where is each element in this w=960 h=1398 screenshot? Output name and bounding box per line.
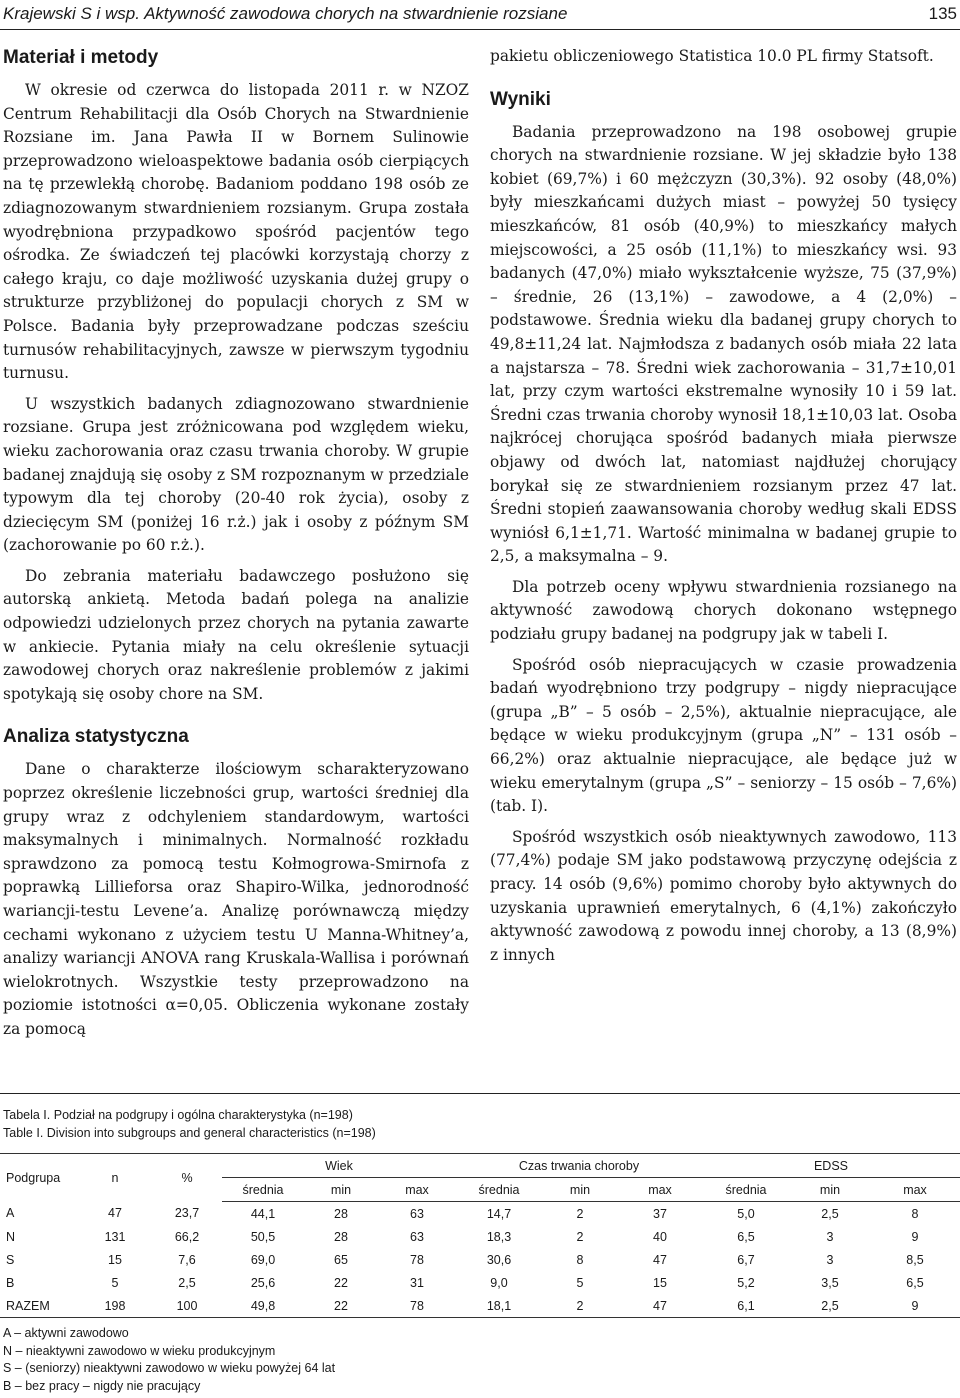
table-cell: 18,3 bbox=[486, 1229, 512, 1244]
table-rule bbox=[0, 1093, 960, 1094]
paragraph: U wszystkich badanych zdiagnozowano stwardnienie rozsiane. Grupa jest zróżnicowana pod względem wieku, wieku zachorowania oraz czasu trwania choroby. W grupie badanej znajdują się osoby z SM rozpoznanym w przedziale typowym dla tej choroby (20-40 rok życia), osoby z dziecięcym SM (poniżej 16 r.ż.) jak i osoby z późnym SM (zachorowanie po 60 r.ż.). bbox=[3, 394, 469, 555]
table-row bbox=[0, 1248, 960, 1271]
table-cell: 7,6 bbox=[178, 1252, 196, 1267]
table-cell: 3 bbox=[826, 1252, 834, 1267]
table-cell: 22 bbox=[334, 1275, 348, 1290]
table-cell: 78 bbox=[378, 1294, 456, 1318]
paragraph: pakietu obliczeniowego Statistica 10.0 PL firmy Statsoft. bbox=[490, 47, 934, 65]
table-cell: 2 bbox=[576, 1206, 584, 1221]
table-cell: 15 bbox=[653, 1275, 667, 1290]
table-cell: 6,7 bbox=[737, 1252, 755, 1267]
table-cell: N bbox=[6, 1229, 16, 1244]
table-row bbox=[0, 1294, 960, 1318]
subgroup-table bbox=[0, 1153, 960, 1318]
table-cell: 37 bbox=[653, 1206, 667, 1221]
table-cell: 9 bbox=[911, 1229, 919, 1244]
paragraph: Do zebrania materiału badawczego posłużono się autorską ankietą. Metoda badań polega na analizie odpowiedzi udzielonych przez chorych na pytania zawarte w ankiecie. Pytania miały na celu określenie sytuacji zawodowej chorych oraz nakreślenie problemów z jakimi spotykają się osoby chore na SM. bbox=[3, 566, 469, 703]
paragraph: W okresie od czerwca do listopada 2011 r. w NZOZ Centrum Rehabilitacji dla Osób Chorych na Stwardnienie Rozsiane im. Jana Pawła II w Bornem Sulinowie przeprowadzono wieloaspektowe badania osób cierpiących na tę przewlekłą chorobę. Badaniom poddano 198 osób ze zdiagnozowanym stwardnieniem rozsianym. Grupa została wyodrębniona przypadkowo spośród pacjentów tego ośrodka. Ze świadczeń tej placówki korzystają chorzy z całego kraju, co daje możliwość uzyskania dużej grupy o strukturze przybliżonej do populacji chorych z SM w Polsce. Badania były przeprowadzane podczas sześciu turnusów rehabilitacyjnych, zawsze w pierwszym tygodniu turnusu. bbox=[3, 81, 469, 383]
table-cell: 2,5 bbox=[790, 1294, 870, 1318]
table-header-row bbox=[0, 1154, 960, 1178]
table-cell: 3,5 bbox=[821, 1275, 839, 1290]
table-cell: 66,2 bbox=[174, 1229, 200, 1244]
table-cell: 40 bbox=[653, 1229, 667, 1244]
table-cell: 28 bbox=[334, 1206, 348, 1221]
col-header-n: n bbox=[78, 1154, 152, 1202]
table-cell: S bbox=[6, 1252, 15, 1267]
subheader-cell: średnia bbox=[456, 1178, 542, 1202]
table-cell: 14,7 bbox=[486, 1206, 512, 1221]
table-cell: 198 bbox=[78, 1294, 152, 1318]
table-cell: 22 bbox=[304, 1294, 378, 1318]
table-cell: 78 bbox=[410, 1252, 424, 1267]
section-heading-methods: Materiał i metody bbox=[3, 47, 159, 68]
table-cell: 28 bbox=[334, 1229, 348, 1244]
paragraph: Spośród wszystkich osób nieaktywnych zawodowo, 113 (77,4%) podaje SM jako podstawową przyczynę odejścia z pracy. 14 osób (9,6%) pomimo choroby było aktywnych do uzyskania uprawnień emerytalnych, 6 (4,1%) zakończyło aktywność zawodową z powodu innej choroby, a 13 (8,9%) z innych bbox=[490, 827, 957, 964]
table-cell: 69,0 bbox=[250, 1252, 276, 1267]
table-row bbox=[0, 1202, 960, 1226]
table-cell: 9 bbox=[870, 1294, 960, 1318]
running-title: Krajewski S i wsp. Aktywność zawodowa chorych na stwardnienie rozsiane bbox=[3, 4, 568, 23]
table-cell: 31 bbox=[410, 1275, 424, 1290]
section-heading-statistics: Analiza statystyczna bbox=[3, 726, 189, 748]
col-header-percent: % bbox=[152, 1154, 222, 1202]
table-cell: 63 bbox=[410, 1206, 424, 1221]
table-cell: 6,5 bbox=[906, 1275, 924, 1290]
group-header-edss: EDSS bbox=[702, 1154, 960, 1178]
subheader-cell: min bbox=[304, 1178, 378, 1202]
table-cell: RAZEM bbox=[0, 1294, 78, 1318]
table-cell: 2 bbox=[576, 1229, 584, 1244]
table-note: N – nieaktywni zawodowo w wieku produkcyjnym bbox=[3, 1343, 276, 1358]
section-heading-results: Wyniki bbox=[490, 88, 551, 110]
table-cell: 50,5 bbox=[250, 1229, 276, 1244]
table-cell: 49,8 bbox=[222, 1294, 304, 1318]
table-notes bbox=[3, 1325, 503, 1395]
table-cell: 8 bbox=[911, 1206, 919, 1221]
table-note: B – bez pracy – nigdy nie pracujący bbox=[3, 1378, 201, 1393]
table-note: A – aktywni zawodowo bbox=[3, 1326, 129, 1340]
table-cell: 6,5 bbox=[737, 1229, 755, 1244]
table-cell: B bbox=[6, 1275, 15, 1290]
table-caption-en: Table I. Division into subgroups and general characteristics (n=198) bbox=[3, 1126, 376, 1140]
subheader-cell: średnia bbox=[222, 1178, 304, 1202]
subheader-cell: max bbox=[378, 1178, 456, 1202]
table-caption-pl: Tabela I. Podział na podgrupy i ogólna charakterystyka (n=198) bbox=[3, 1108, 353, 1122]
table-cell: 15 bbox=[108, 1252, 122, 1267]
page-number: 135 bbox=[928, 4, 957, 23]
table-cell: 30,6 bbox=[486, 1252, 512, 1267]
table-cell: 2,5 bbox=[821, 1206, 839, 1221]
table-cell: 23,7 bbox=[174, 1206, 200, 1221]
left-column bbox=[3, 45, 469, 1042]
table-cell: 47 bbox=[108, 1206, 122, 1221]
paragraph: Spośród osób niepracujących w czasie prowadzenia badań wyodrębniono trzy podgrupy – nigdy niepracujące (grupa „B” – 5 osób – 2,5%), aktualnie niepracujące, ale będące w wieku produkcyjnym (grupa „N” – 131 osób – 66,2%) oraz aktualnie niepracujące, ale będące już w wieku emerytalnym (grupa „S” – seniorzy – 15 osób – 7,6%) (tab. I). bbox=[490, 655, 957, 816]
paragraph: Dane o charakterze ilościowym scharakteryzowano poprzez określenie liczebności grup, wartości średniej dla grupy wraz z odchyleniem standardowym, wartości maksymalnych i minimalnych. Normalność rozkładu sprawdzono za pomocą testu Kołmogrowa-Smirnofa z poprawką Lillieforsa oraz Shapiro-Wilka, jednorodność wariancji-testu Levene’a. Analizę porównawczą między cechami wykonano z użyciem testu U Manna-Whitney’a, analizy wariancji ANOVA rang Kruskala-Wallisa i porównań wielokrotnych. Wszystkie testy przeprowadzono na poziomie istotności α=0,05. Obliczenia wykonane zostały za pomocą bbox=[3, 760, 469, 1038]
table-cell: 8 bbox=[576, 1252, 584, 1267]
table-cell: A bbox=[6, 1206, 15, 1221]
running-header bbox=[3, 2, 957, 26]
table-cell: 5 bbox=[576, 1275, 584, 1290]
table-cell: 5,0 bbox=[737, 1206, 755, 1221]
table-cell: 3 bbox=[826, 1229, 834, 1244]
table-cell: 5,2 bbox=[737, 1275, 755, 1290]
table-cell: 2 bbox=[542, 1294, 618, 1318]
table-cell: 100 bbox=[152, 1294, 222, 1318]
table-cell: 65 bbox=[334, 1252, 348, 1267]
table-row bbox=[0, 1225, 960, 1248]
subheader-cell: max bbox=[870, 1178, 960, 1202]
table-cell: 2,5 bbox=[178, 1275, 196, 1290]
table-cell: 6,1 bbox=[702, 1294, 790, 1318]
group-header-czas: Czas trwania choroby bbox=[456, 1154, 702, 1178]
col-header-podgrupa: Podgrupa bbox=[0, 1154, 78, 1202]
subheader-cell: min bbox=[790, 1178, 870, 1202]
table-cell: 9,0 bbox=[490, 1275, 508, 1290]
subheader-cell: średnia bbox=[702, 1178, 790, 1202]
paragraph: Badania przeprowadzono na 198 osobowej grupie chorych na stwardnienie rozsiane. W jej składzie było 138 kobiet (69,7%) i 60 mężczyzn (30,3%). 92 osoby (48,0%) były mieszkańcami dużych miast – powyżej 50 tysięcy mieszkańców, 81 osób (40,9%) to mieszkańcy małych miejscowości, a 25 osób (11,1%) to mieszkańcy wsi. 93 badanych (47,0%) miało wykształcenie wyższe, 75 (37,9%) – średnie, 26 (13,1%) – zawodowe, a 4 (2,0%) – podstawowe. Średnia wieku dla badanej grupy chorych to 49,8±11,24 lat. Najmłodsza z badanych osób miała 22 lata a najstarsza – 78. Średni wiek zachorowania – 31,7±10,01 lat, przy czym wartości ekstremalne wynosiły 10 i 59 lat. Średni czas trwania choroby wynosił 18,1±10,03 lat. Osoba najkrócej chorująca spośród badanych miała pierwsze objawy od dwóch lat, natomiast najdłużej chorujący borykał się ze stwardnieniem rozsianym przez 47 lat. Średni stopień zaawansowania choroby według skali EDSS wyniósł 6,1±1,71. Wartość minimalna w badanej grupie to 2,5, a maksymalna – 9. bbox=[490, 122, 957, 566]
table-note: S – (seniorzy) nieaktywni zawodowo w wieku powyżej 64 lat bbox=[3, 1361, 336, 1375]
table-cell: 25,6 bbox=[250, 1275, 276, 1290]
table-cell: 47 bbox=[618, 1294, 702, 1318]
group-header-wiek: Wiek bbox=[222, 1154, 456, 1178]
paragraph: Dla potrzeb oceny wpływu stwardnienia rozsianego na aktywność zawodową chorych dokonano wstępnego podziału grupy badanej na podgrupy jak w tabeli I. bbox=[490, 577, 957, 644]
subheader-cell: min bbox=[542, 1178, 618, 1202]
table-cell: 63 bbox=[410, 1229, 424, 1244]
table-row bbox=[0, 1271, 960, 1294]
table-cell: 8,5 bbox=[906, 1252, 924, 1267]
subheader-cell: max bbox=[618, 1178, 702, 1202]
table-cell: 44,1 bbox=[250, 1206, 276, 1221]
table-cell: 47 bbox=[653, 1252, 667, 1267]
table-cell: 18,1 bbox=[456, 1294, 542, 1318]
right-column bbox=[490, 45, 957, 967]
table-cell: 5 bbox=[111, 1275, 119, 1290]
table-cell: 131 bbox=[104, 1229, 126, 1244]
header-rule bbox=[0, 29, 960, 30]
